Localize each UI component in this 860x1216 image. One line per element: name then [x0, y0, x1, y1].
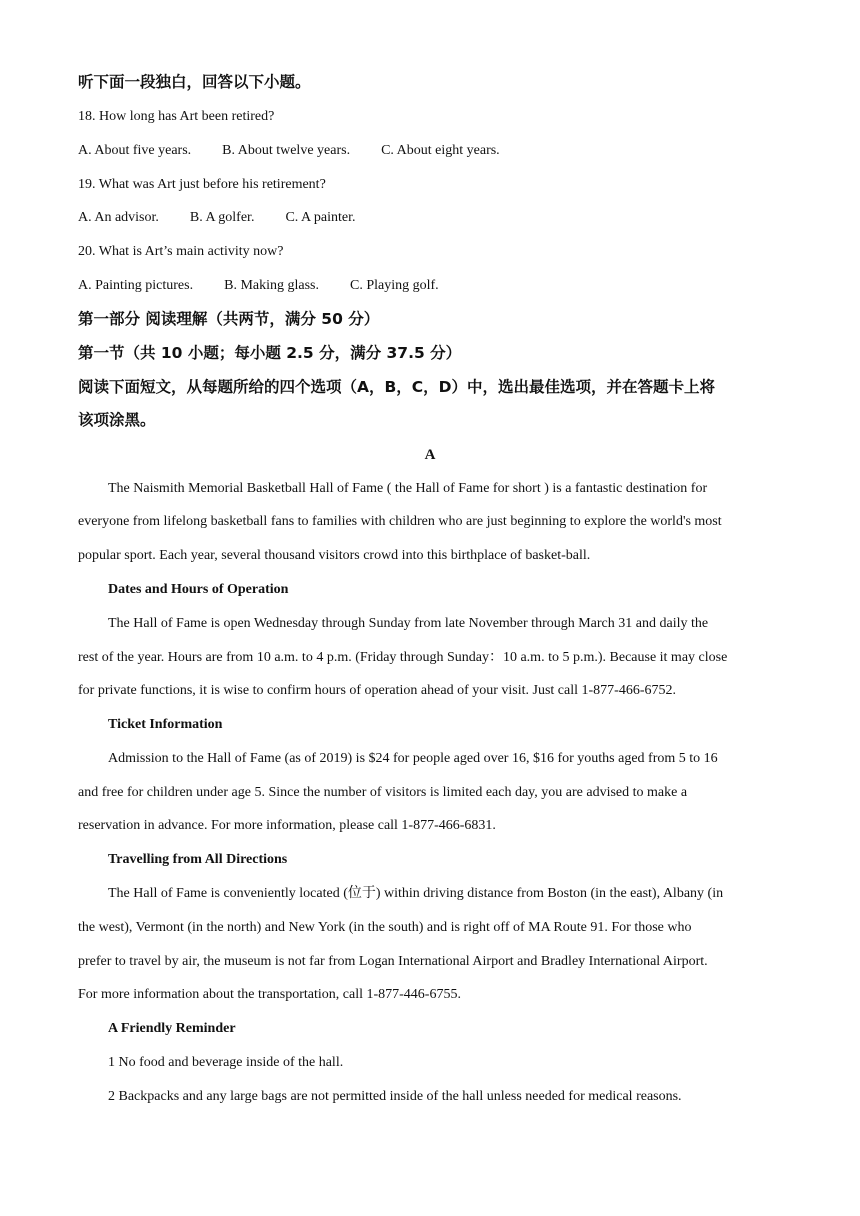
reminder-item: 1 No food and beverage inside of the hall.	[108, 1055, 344, 1070]
listening-intro: 听下面一段独白，回答以下小题。	[78, 73, 311, 91]
option-b: B. About twelve years.	[222, 143, 351, 158]
travel-line: prefer to travel by air, the museum is not far from Logan International Airport and Bradley International Airport.	[78, 954, 708, 969]
reminder-item: 2 Backpacks and any large bags are not permitted inside of the hall unless needed for medical reasons.	[108, 1089, 682, 1104]
question-18-options	[78, 141, 500, 161]
ticket-line: reservation in advance. For more information, please call 1-877-466-6831.	[78, 818, 496, 833]
heading-friendly-reminder: A Friendly Reminder	[108, 1021, 236, 1036]
passage-intro-line: everyone from lifelong basketball fans to families with children who are just beginning to explore the world's most	[78, 514, 722, 529]
dates-line: rest of the year. Hours are from 10 a.m. to 4 p.m. (Friday through Sunday：10 a.m. to 5 p.m.). Because it may close	[78, 650, 728, 665]
question-18-stem: 18. How long has Art been retired?	[78, 109, 275, 124]
travel-line: the west), Vermont (in the north) and New York (in the south) and is right off of MA Route 91. For those who	[78, 920, 692, 935]
option-a: A. About five years.	[78, 143, 192, 158]
heading-dates-hours: Dates and Hours of Operation	[108, 582, 289, 597]
question-19-stem: 19. What was Art just before his retirement?	[78, 177, 326, 192]
reading-section-title: 第一节（共 10 小题；每小题 2.5 分，满分 37.5 分）	[78, 344, 462, 362]
passage-label: A	[424, 447, 436, 463]
dates-line: The Hall of Fame is open Wednesday through Sunday from late November through March 31 and daily the	[108, 616, 709, 631]
option-a: A. Painting pictures.	[78, 278, 194, 293]
reading-part-title: 第一部分 阅读理解（共两节，满分 50 分）	[78, 310, 380, 328]
ticket-line: and free for children under age 5. Since the number of visitors is limited each day, you are advised to make a	[78, 785, 688, 800]
option-c: C. A painter.	[285, 210, 356, 225]
dates-line: for private functions, it is wise to confirm hours of operation ahead of your visit. Just call 1-877-466-6752.	[78, 683, 676, 698]
option-a: A. An advisor.	[78, 210, 159, 225]
reading-instruction: 阅读下面短文，从每题所给的四个选项（A，B，C，D）中，选出最佳选项，并在答题卡上将	[78, 378, 716, 396]
ticket-line: Admission to the Hall of Fame (as of 2019) is $24 for people aged over 16, $16 for youths aged from 5 to 16	[108, 751, 718, 766]
heading-ticket-information: Ticket Information	[108, 717, 223, 732]
passage-intro-line: The Naismith Memorial Basketball Hall of Fame ( the Hall of Fame for short ) is a fantastic destination for	[108, 481, 708, 496]
question-20-stem: 20. What is Art’s main activity now?	[78, 244, 284, 259]
option-b: B. A golfer.	[189, 210, 255, 225]
question-20-options	[78, 276, 439, 296]
travel-line: The Hall of Fame is conveniently located (位于) within driving distance from Boston (in the east), Albany (in	[108, 886, 724, 901]
option-b: B. Making glass.	[224, 278, 319, 293]
travel-line: For more information about the transportation, call 1-877-446-6755.	[78, 987, 461, 1002]
heading-travelling: Travelling from All Directions	[108, 852, 288, 867]
option-c: C. Playing golf.	[350, 278, 439, 293]
option-c: C. About eight years.	[381, 143, 500, 158]
reading-instruction-cont: 该项涂黑。	[78, 411, 156, 429]
passage-intro-line: popular sport. Each year, several thousand visitors crowd into this birthplace of basket-ball.	[78, 548, 591, 563]
question-19-options	[78, 208, 355, 228]
